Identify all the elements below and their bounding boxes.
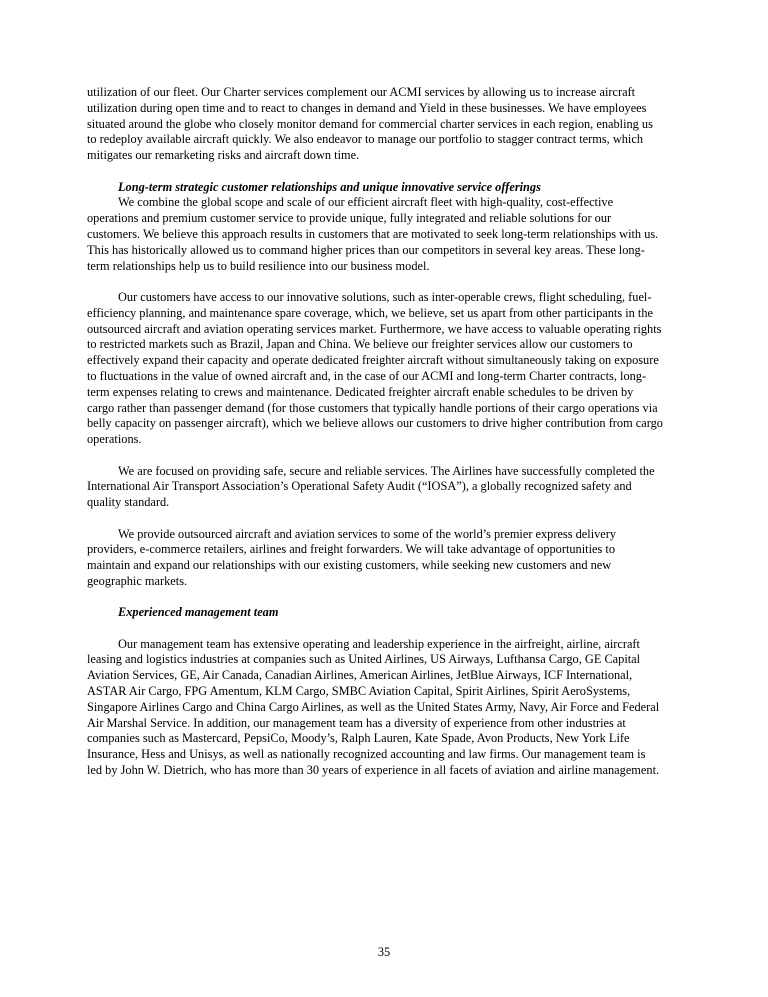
text-line: Insurance, Hess and Unisys, as well as nationally recognized accounting and law firms. Our management team is xyxy=(87,747,646,762)
text-line: companies such as Mastercard, PepsiCo, Moody’s, Ralph Lauren, Kate Spade, Avon Products, New York Life xyxy=(87,731,630,746)
document-page xyxy=(87,85,683,779)
text-line: International Air Transport Association’s Operational Safety Audit (“IOSA”), a globally recognized safety and xyxy=(87,479,632,494)
text-line: cargo rather than passenger demand (for those customers that typically handle portions of their cargo operations via xyxy=(87,400,658,415)
text-line: providers, e-commerce retailers, airlines and freight forwarders. We will take advantage of opportunities to xyxy=(87,542,615,557)
text-line: belly capacity on passenger aircraft), which we believe allows our customers to drive higher contribution from cargo xyxy=(87,416,663,431)
text-line: efficiency planning, and maintenance spare coverage, which, we believe, set us apart from other participants in the xyxy=(87,305,653,320)
paragraph-global-scope xyxy=(87,195,683,274)
text-line: leasing and logistics industries at companies such as United Airlines, US Airways, Lufthansa Cargo, GE Capital xyxy=(87,652,641,667)
text-line: We are focused on providing safe, secure and reliable services. The Airlines have successfully completed the xyxy=(118,463,655,478)
text-line: effectively expand their capacity and operate dedicated freighter aircraft without simultaneously taking on exposure xyxy=(87,353,659,368)
text-line: Aviation Services, GE, Air Canada, Canadian Airlines, American Airlines, JetBlue Airways, ICF International, xyxy=(87,668,633,683)
section-heading-management-team: Experienced management team xyxy=(118,605,279,620)
text-line: Our management team has extensive operating and leadership experience in the airfreight, airline, aircraft xyxy=(118,636,640,651)
text-line: This has historically allowed us to command higher prices than our competitors in several key areas. These long- xyxy=(87,242,645,257)
text-line: geographic markets. xyxy=(87,573,188,588)
paragraph-management-experience xyxy=(87,637,683,779)
text-line: outsourced aircraft and aviation operating services market. Furthermore, we have access to valuable operating rights xyxy=(87,321,662,336)
text-line: Our customers have access to our innovative solutions, such as inter-operable crews, flight scheduling, fuel- xyxy=(118,289,652,304)
text-line: utilization during open time and to react to changes in demand and Yield in these businesses. We have employees xyxy=(87,100,647,115)
text-line: quality standard. xyxy=(87,495,170,510)
text-line: ASTAR Air Cargo, FPG Amentum, KLM Cargo, SMBC Aviation Capital, Spirit Airlines, Spirit AeroSystems, xyxy=(87,684,631,699)
text-line: maintain and expand our relationships with our existing customers, while seeking new customers and new xyxy=(87,558,612,573)
text-line: mitigates our remarketing risks and aircraft down time. xyxy=(87,148,360,163)
text-line: Air Marshal Service. In addition, our management team has a diversity of experience from other industries at xyxy=(87,715,626,730)
text-line: operations and premium customer service to provide unique, fully integrated and reliable solutions for our xyxy=(87,211,612,226)
continuation-paragraph xyxy=(87,85,683,164)
paragraph-innovative-solutions xyxy=(87,290,683,448)
text-line: term expenses relating to crews and maintenance. Dedicated freighter aircraft enable schedules to be driven by xyxy=(87,384,634,399)
paragraph-safety xyxy=(87,464,683,511)
text-line: Singapore Airlines Cargo and China Cargo Airlines, as well as the United States Army, Navy, Air Force and Federal xyxy=(87,699,660,714)
paragraph-premier-customers xyxy=(87,527,683,590)
page-number: 35 xyxy=(377,945,391,959)
text-line: We provide outsourced aircraft and aviation services to some of the world’s premier express delivery xyxy=(118,526,617,541)
text-line: to restricted markets such as Brazil, Japan and China. We believe our freighter services allow our customers to xyxy=(87,337,633,352)
text-line: We combine the global scope and scale of our efficient aircraft fleet with high-quality, cost-effective xyxy=(118,195,614,210)
text-line: customers. We believe this approach results in customers that are motivated to seek long-term relationships with us. xyxy=(87,226,659,241)
text-line: operations. xyxy=(87,432,142,447)
text-line: term relationships help us to build resilience into our business model. xyxy=(87,258,430,273)
text-line: situated around the globe who closely monitor demand for commercial charter services in each region, enabling us xyxy=(87,116,653,131)
section-heading-customer-relationships: Long-term strategic customer relationships and unique innovative service offerings xyxy=(118,179,541,194)
text-line: utilization of our fleet. Our Charter services complement our ACMI services by allowing us to increase aircraft xyxy=(87,85,636,99)
text-line: to redeploy available aircraft quickly. We also endeavor to manage our portfolio to stagger contract terms, which xyxy=(87,132,643,147)
text-line: led by John W. Dietrich, who has more than 30 years of experience in all facets of aviation and airline management. xyxy=(87,763,660,778)
text-line: to fluctuations in the value of owned aircraft and, in the case of our ACMI and long-term Charter contracts, long- xyxy=(87,368,647,383)
